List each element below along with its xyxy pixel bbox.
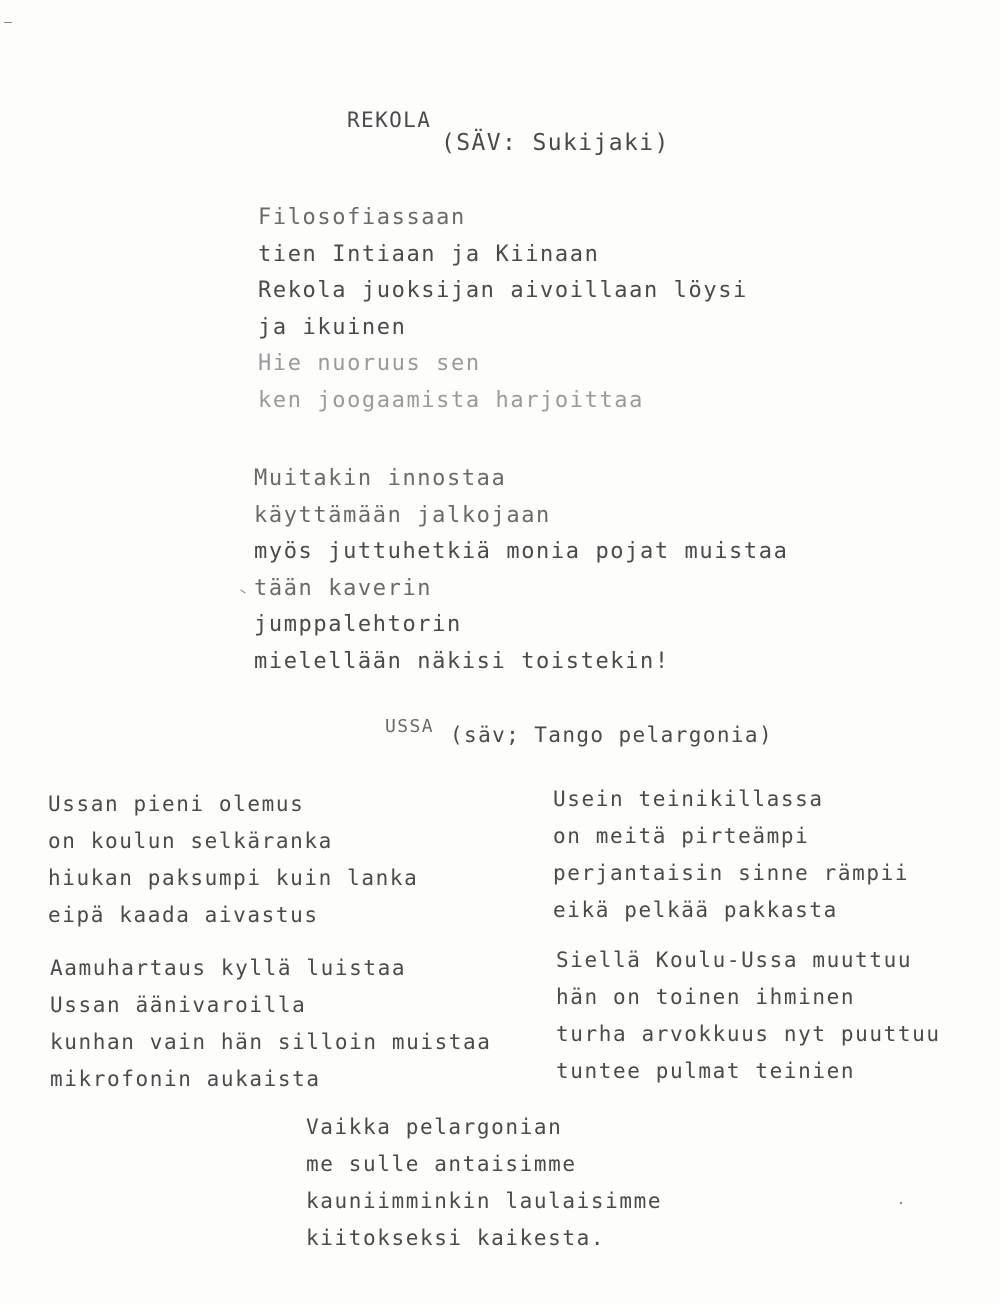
verse-line: ja ikuinen <box>258 314 407 340</box>
verse-line: Muitakin innostaa <box>254 466 507 491</box>
verse-line: on meitä pirteämpi <box>553 824 810 848</box>
verse-line: eipä kaada aivastus <box>48 903 319 927</box>
verse-line: Filosofiassaan <box>258 205 466 230</box>
verse-line: Hie nuoruus sen <box>258 351 481 376</box>
rekola-title: REKOLA <box>347 108 432 132</box>
verse-line: hän on toinen ihminen <box>556 985 856 1009</box>
ussa-left-verse-2 <box>50 950 492 1098</box>
verse-line: me sulle antaisimme <box>306 1152 577 1176</box>
verse-line: eikä pelkää pakkasta <box>553 898 838 922</box>
verse-line: myös juttuhetkiä monia pojat muistaa <box>254 539 789 564</box>
verse-line: on koulun selkäranka <box>48 829 333 853</box>
verse-line: ken joogaamista harjoittaa <box>258 387 644 413</box>
ussa-tune: (säv; Tango pelargonia) <box>450 723 773 747</box>
verse-line: Ussan pieni olemus <box>48 792 305 816</box>
verse-line: Aamuhartaus kyllä luistaa <box>50 956 407 980</box>
verse-line: tään kaverin <box>254 575 433 601</box>
paper-speck <box>900 1202 902 1204</box>
rekola-verse-1 <box>258 200 748 419</box>
verse-line: turha arvokkuus nyt puuttuu <box>556 1022 941 1046</box>
verse-line: perjantaisin sinne rämpii <box>553 861 910 885</box>
paper-speck <box>4 22 12 23</box>
rekola-verse-2 <box>254 461 788 680</box>
ussa-right-verse-2 <box>556 942 941 1090</box>
verse-line: kiitokseksi kaikesta. <box>306 1226 606 1250</box>
paper-speck <box>240 589 245 593</box>
verse-line: kunhan vain hän silloin muistaa <box>50 1030 492 1054</box>
verse-line: mielellään näkisi toistekin! <box>254 648 670 674</box>
verse-line: jumppalehtorin <box>254 612 462 637</box>
verse-line: Rekola juoksijan aivoillaan löysi <box>258 278 748 303</box>
rekola-tune: (SÄV: Sukijaki) <box>441 130 670 156</box>
ussa-left-verse-1 <box>48 786 418 934</box>
ussa-title: USSA <box>385 716 434 737</box>
verse-line: Siellä Koulu-Ussa muuttuu <box>556 948 913 972</box>
verse-line: kauniimminkin laulaisimme <box>306 1189 663 1213</box>
verse-line: tuntee pulmat teinien <box>556 1059 856 1083</box>
verse-line: hiukan paksumpi kuin lanka <box>48 866 419 890</box>
verse-line: Ussan äänivaroilla <box>50 993 307 1017</box>
verse-line: Usein teinikillassa <box>553 787 824 811</box>
verse-line: tien Intiaan ja Kiinaan <box>258 241 600 267</box>
ussa-right-verse-1 <box>553 781 909 929</box>
verse-line: mikrofonin aukaista <box>50 1067 321 1091</box>
verse-line: Vaikka pelargonian <box>306 1115 563 1139</box>
ussa-final-verse <box>306 1109 662 1257</box>
verse-line: käyttämään jalkojaan <box>254 502 551 528</box>
